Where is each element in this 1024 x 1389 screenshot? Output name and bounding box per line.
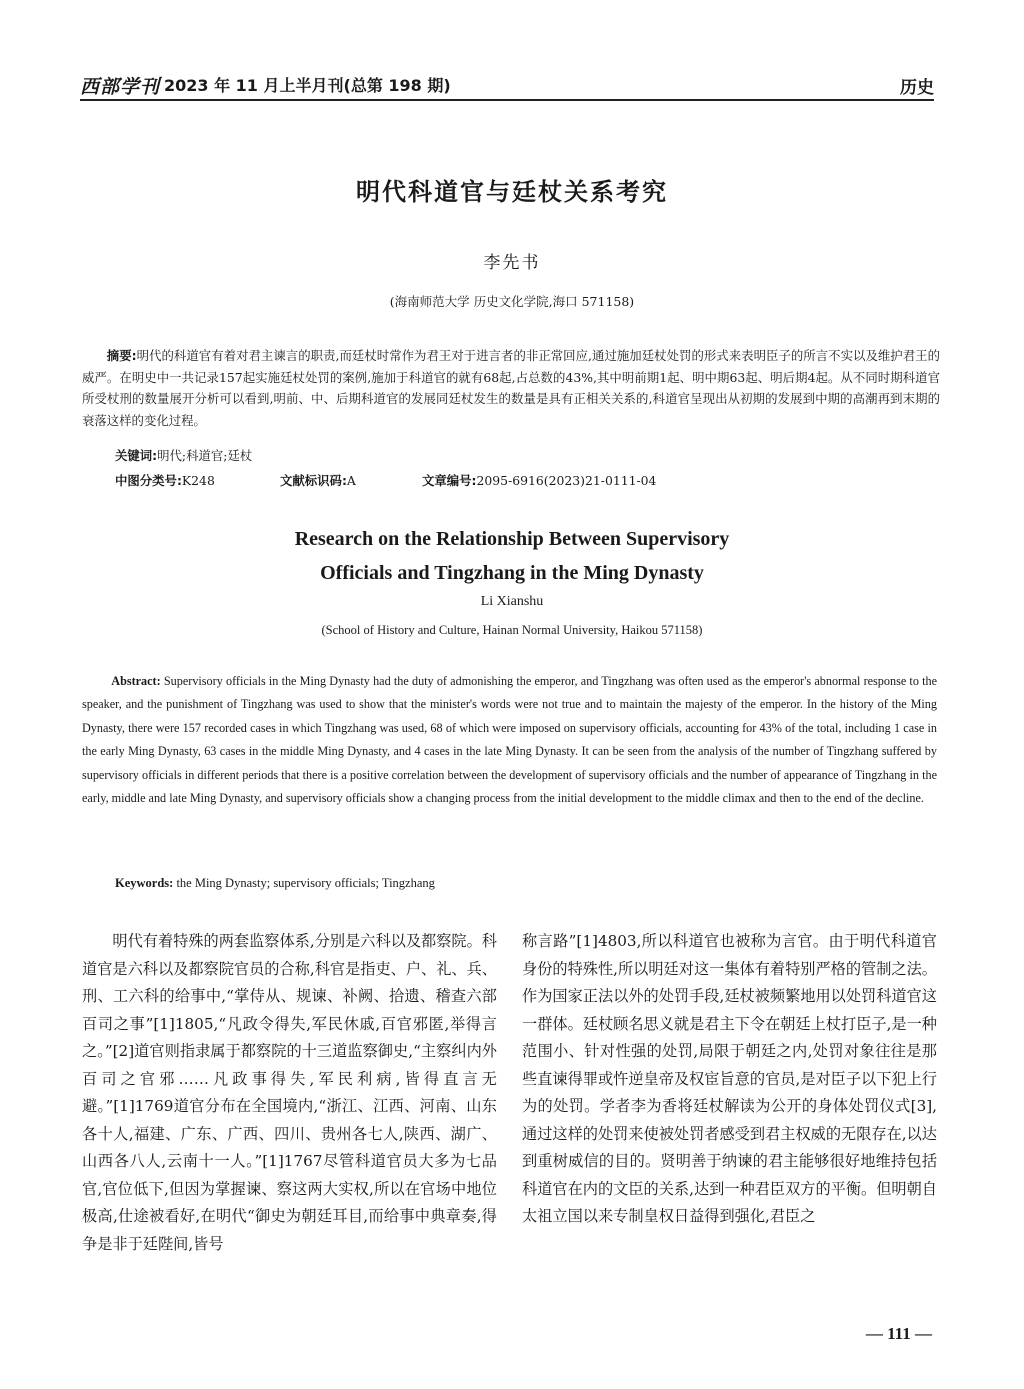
running-header <box>80 70 934 100</box>
abstract-en <box>82 670 937 810</box>
issue-info: 2023 年 11 月上半月刊(总第 198 期) <box>164 76 451 95</box>
article-title-en <box>0 522 1024 590</box>
body-paragraph-continued: 称言路”[1]4803,所以科道官也被称为言官。由于明代科道官身份的特殊性,所以明廷对这一集体有着特别严格的管制之法。作为国家正法以外的处罚手段,廷杖被频繁地用以处罚科道官这一群体。廷杖顾名思义就是君主下令在朝廷上杖打臣子,是一种范围小、针对性强的处罚,局限于朝廷之内,处罚对象往往是那些直谏得罪或忤逆皇帝及权宦旨意的官员,是对臣子以下犯上行为的处罚。学者李为香将廷杖解读为公开的身体处罚仪式[3],通过这样的处罚来使被处罚者感受到君主权威的无限存在,以达到重树威信的目的。贤明善于纳谏的君主能够很好地维持包括科道官在内的文臣的关系,达到一种君臣双方的平衡。但明朝自太祖立国以来专制皇权日益得到强化,君臣之 <box>522 932 937 1225</box>
abstract-label-en: Abstract: <box>111 674 161 688</box>
article-no-value: 2095-6916(2023)21-0111-04 <box>476 473 657 488</box>
body-paragraph: 明代有着特殊的两套监察体系,分别是六科以及都察院。科道官是六科以及都察院官员的合称,科官是指吏、户、礼、兵、刑、工六科的给事中,“掌侍从、规谏、补阙、拾遗、稽查六部百司之事”[1]1805,“凡政令得失,军民休戚,百官邪匿,举得言之。”[2]道官则指隶属于都察院的十三道监察御史,“主察纠内外百司之官邪……凡政事得失,军民利病,皆得直言无避。”[1]1769道官分布在全国境内,“浙江、江西、河南、山东各十人,福建、广东、广西、四川、贵州各七人,陕西、湖广、山西各八人,云南十一人。”[1]1767尽管科道官员大多为七品官,官位低下,但因为掌握谏、察这两大实权,所以在官场中地位极高,仕途被看好,在明代“御史为朝廷耳目,而给事中典章奏,得争是非于廷陛间,皆号 <box>82 932 497 1253</box>
title-en-line-1: Research on the Relationship Between Supervisory <box>294 528 730 550</box>
page-number: — 111 — <box>865 1324 932 1343</box>
affiliation-cn: (海南师范大学 历史文化学院,海口 571158) <box>389 294 635 309</box>
body-column-left <box>82 928 497 1258</box>
doc-code-label: 文献标识码: <box>280 473 347 488</box>
author-cn: 李先书 <box>483 253 541 273</box>
journal-logo: 西部学刊 <box>80 76 161 98</box>
abstract-label-cn: 摘要: <box>106 348 137 363</box>
keywords-text-en: the Ming Dynasty; supervisory officials; Tingzhang <box>173 876 435 890</box>
clc-value: K248 <box>181 473 215 488</box>
keywords-en <box>115 876 435 891</box>
keywords-cn <box>115 446 252 464</box>
abstract-cn <box>82 345 940 431</box>
abstract-text-en: Supervisory officials in the Ming Dynasty had the duty of admonishing the emperor, and Tingzhang was often used as the emperor's abnormal response to the speaker, and the punishment of Tingzhang was used to show that the minister's words were not true and to maintain the majesty of the emperor. In the history of the Ming Dynasty, there were 157 recorded cases in which Tingzhang was used, 68 of which were imposed on supervisory officials, accounting for 43% of the total, including 1 case in the early Ming Dynasty, 63 cases in the middle Ming Dynasty, and 4 cases in the late Ming Dynasty. It can be seen from the analysis of the number of Tingzhang suffered by supervisory officials in different periods that there is a positive correlation between the development of supervisory officials and the number of appearance of Tingzhang in the early, middle and late Ming Dynasty, and supervisory officials show a changing process from the initial development to the middle climax and then to the end of the decline. <box>82 674 937 806</box>
section-name: 历史 <box>900 78 934 98</box>
clc-label: 中图分类号: <box>115 473 182 488</box>
article-title-cn: 明代科道官与廷杖关系考究 <box>356 178 668 206</box>
clc-code <box>115 471 215 489</box>
keywords-label-en: Keywords: <box>115 876 174 890</box>
article-no-label: 文章编号: <box>422 473 477 488</box>
article-number <box>422 471 656 489</box>
body-column-right <box>522 928 937 1231</box>
author-en: Li Xianshu <box>480 594 544 609</box>
document-code <box>280 471 356 489</box>
affiliation-en: (School of History and Culture, Hainan Normal University, Haikou 571158) <box>321 623 703 637</box>
abstract-text-cn: 明代的科道官有着对君主谏言的职责,而廷杖时常作为君王对于进言者的非正常回应,通过施加廷杖处罚的形式来表明臣子的所言不实以及维护君王的威严。在明史中一共记录157起实施廷杖处罚的案例,施加于科道官的就有68起,占总数的43%,其中明前期1起、明中期63起、明后期4起。从不同时期科道官所受杖刑的数量展开分析可以看到,明前、中、后期科道官的发展同廷杖发生的数量是具有正相关关系的,科道官呈现出从初期的发展到中期的高潮再到末期的衰落这样的变化过程。 <box>82 348 940 428</box>
keywords-label-cn: 关键词: <box>115 448 158 463</box>
keywords-text-cn: 明代;科道官;廷杖 <box>157 448 253 463</box>
doc-code-value: A <box>346 473 356 488</box>
title-en-line-2: Officials and Tingzhang in the Ming Dynasty <box>320 562 704 584</box>
header-rule <box>80 99 934 101</box>
